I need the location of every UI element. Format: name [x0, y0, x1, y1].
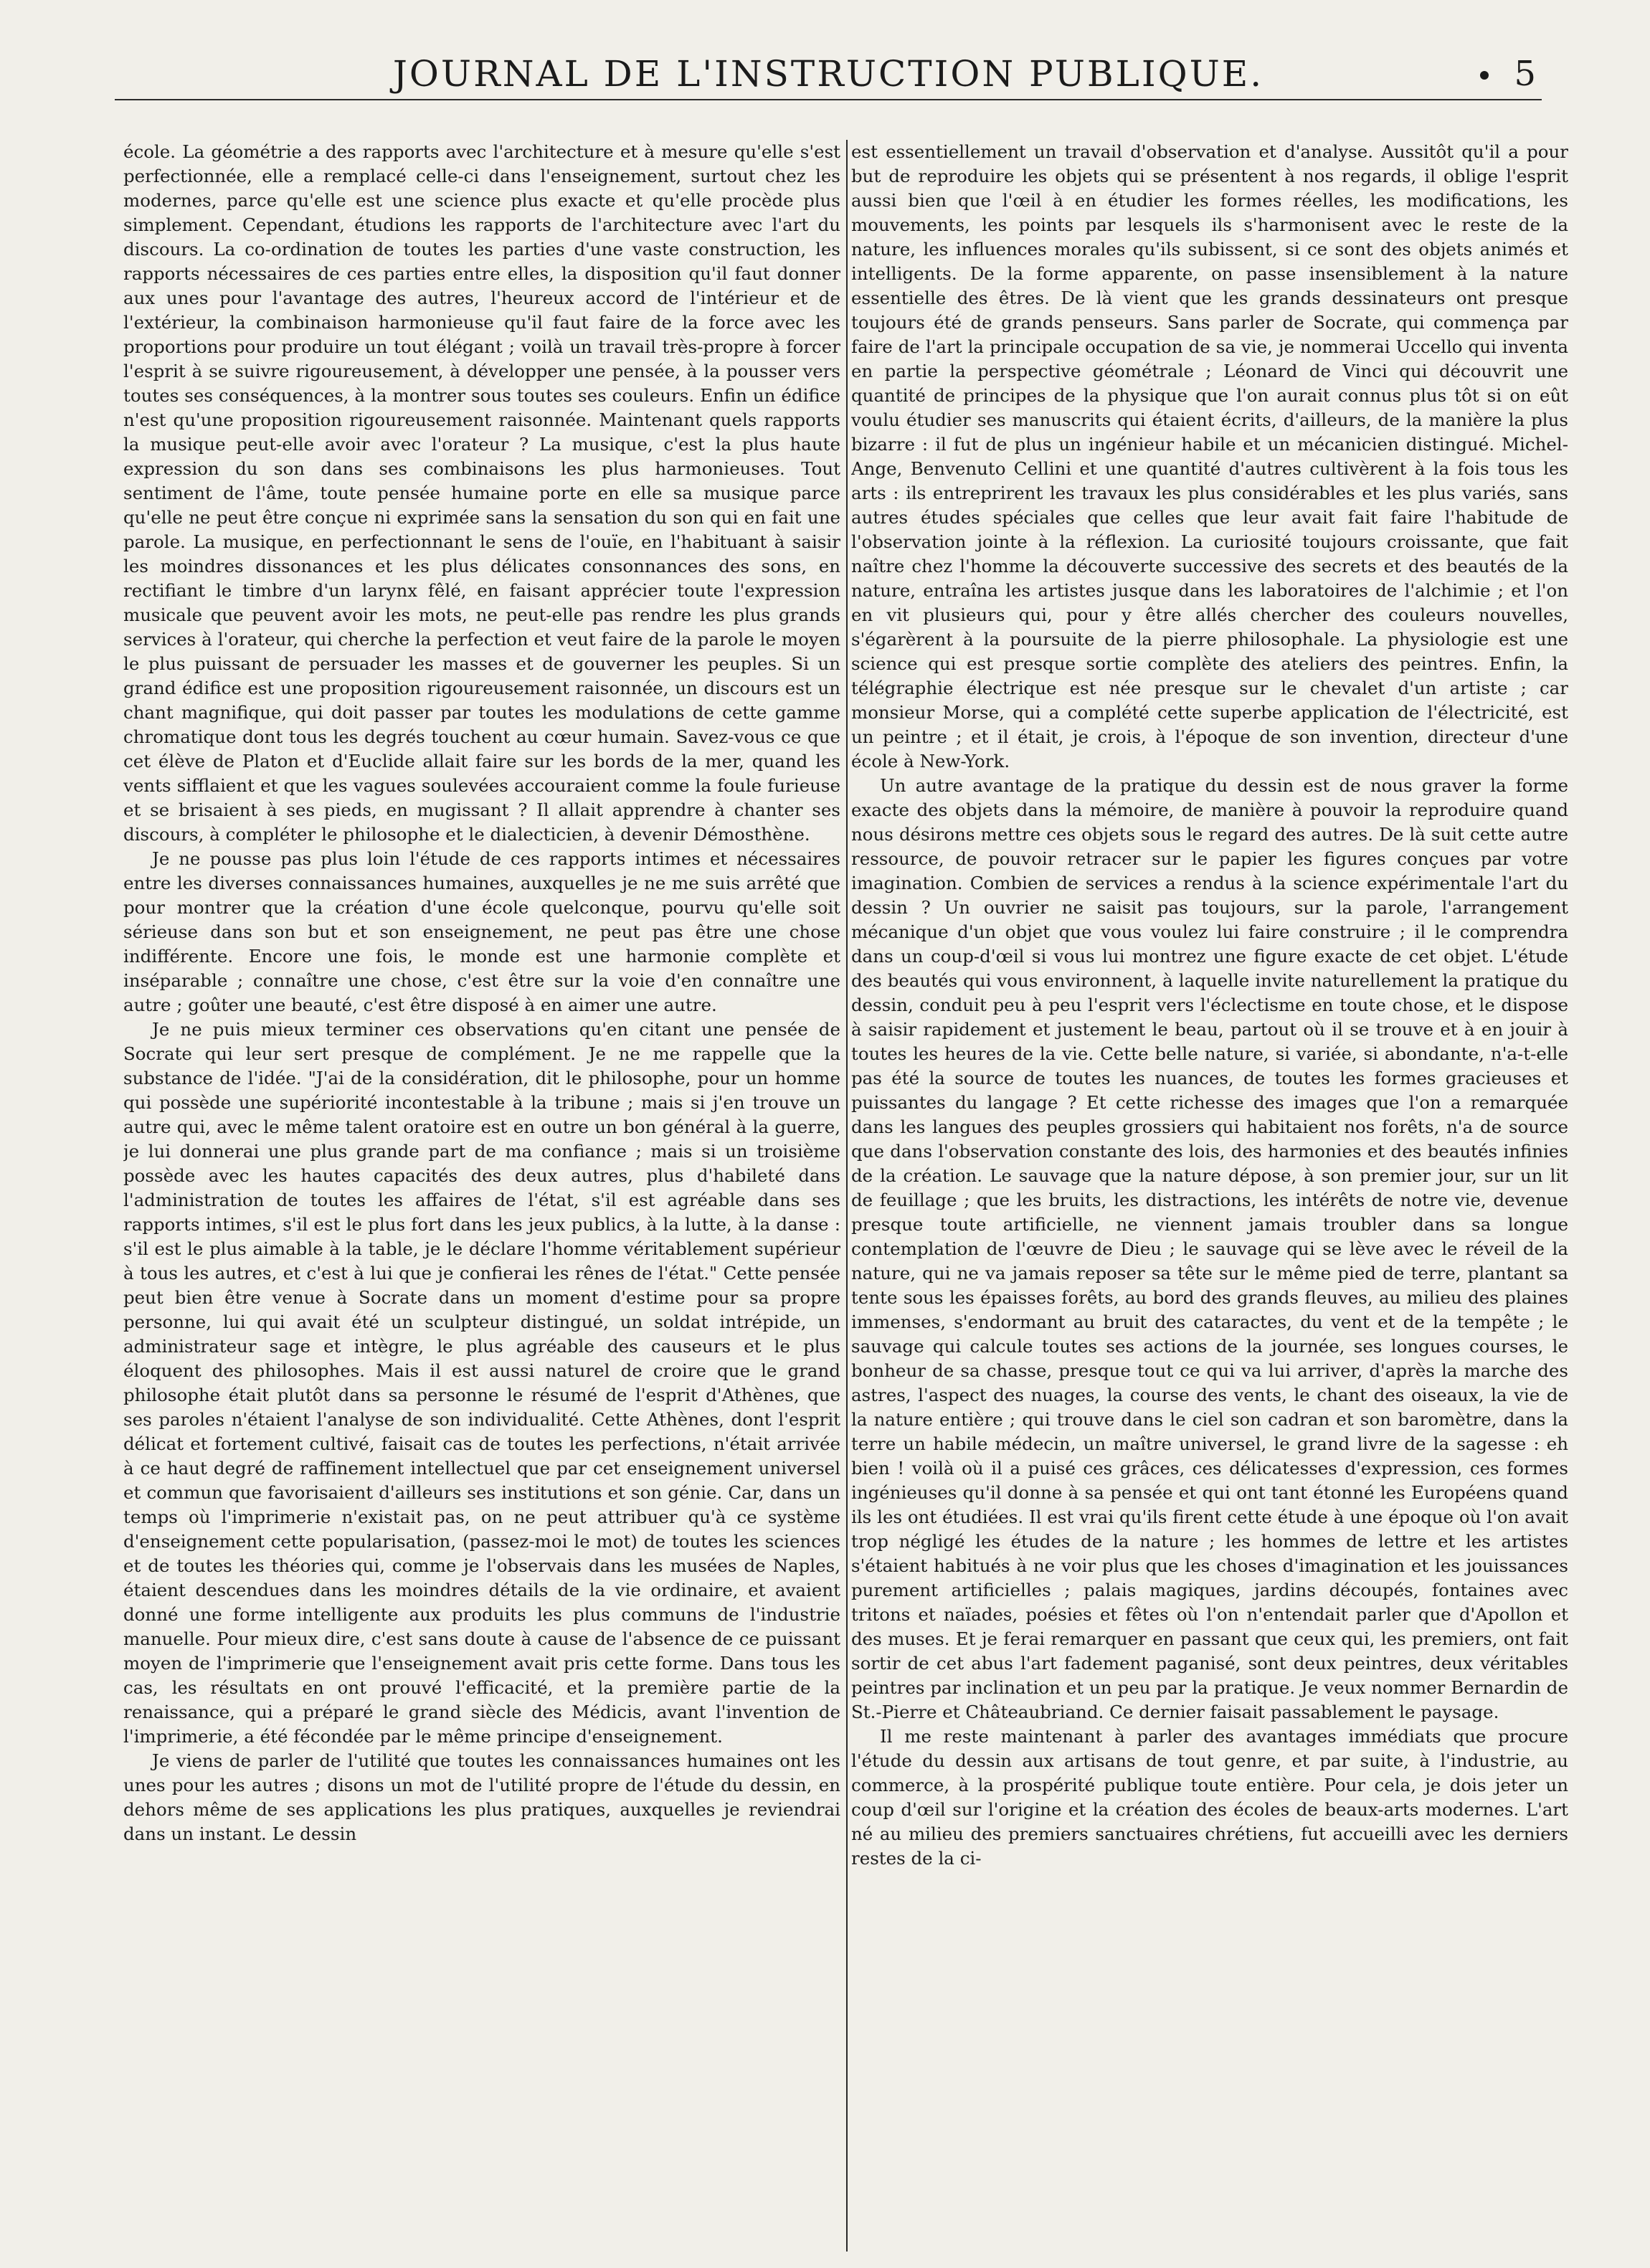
page-number: 5 [1514, 54, 1536, 94]
paragraph: Je viens de parler de l'utilité que toutes les connaissances humaines ont les unes pour les autres ; disons un mot de l'utilité propre de l'étude du dessin, en dehors même de ses applications les plus pratiques, auxquelles je reviendrai dans un instant. Le dessin [123, 1750, 840, 1844]
paragraph: Je ne pousse pas plus loin l'étude de ces rapports intimes et nécessaires entre les diverses connaissances humaines, auxquelles je ne me suis arrêté que pour montrer que la création d'une école quelconque, pourvu qu'elle soit sérieuse dans son but et son enseignement, ne peut pas être une chose indifférente. Encore une fois, le monde est une harmonie complète et inséparable ; connaître une chose, c'est être sur la voie d'en connaître une autre ; goûter une beauté, c'est être disposé à en aimer une autre. [123, 848, 840, 1015]
paragraph: Je ne puis mieux terminer ces observations qu'en citant une pensée de Socrate qui leur sert presque de complément. Je ne me rappelle que la substance de l'idée. "J'ai de la considération, dit le philosophe, pour un homme qui possède une supériorité incontestable à la tribune ; mais si j'en trouve un autre qui, avec le même talent oratoire est en outre un bon général à la guerre, je lui donnerai une plus grande part de ma confiance ; mais si un troisième possède avec les hautes capacités des deux autres, plus d'habileté dans l'administration de toutes les affaires de l'état, s'il est agréable dans ses rapports intimes, s'il est le plus fort dans les jeux publics, à la lutte, à la danse : s'il est le plus aimable à la table, je le déclare l'homme véritablement supérieur à tous les autres, et c'est à lui que je confierai les rênes de l'état." Cette pensée peut bien être venue à Socrate dans un moment d'estime pour sa propre personne, lui qui avait été un sculpteur distingué, un soldat intrépide, un administrateur sage et intègre, le plus agréable des causeurs et le plus éloquent des philosophes. Mais il est aussi naturel de croire que le grand philosophe était plutôt dans sa personne le résumé de l'esprit d'Athènes, que ses paroles n'étaient l'analyse de son individualité. Cette Athènes, dont l'esprit délicat et fortement cultivé, faisait cas de toutes les perfections, n'était arrivée à ce haut degré de raffinement intellectuel que par cet enseignement universel et commun que favorisaient d'ailleurs ses institutions et son génie. Car, dans un temps où l'imprimerie n'existait pas, on ne peut attribuer qu'à ce système d'enseignement cette popularisation, (passez-moi le mot) de toutes les sciences et de toutes les théories qui, comme je l'observais dans les musées de Naples, étaient descendues dans les moindres détails de la vie ordinaire, et avaient donné une forme intelligente aux produits les plus communs de l'industrie manuelle. Pour mieux dire, c'est sans doute à cause de l'absence de ce puissant moyen de l'imprimerie que l'enseignement avait pris cette forme. Dans tous les cas, les résultats en ont prouvé l'efficacité, et la première partie de la renaissance, qui a préparé le grand siècle des Médicis, avant l'invention de l'imprimerie, a été fécondée par le même principe d'enseignement. [123, 1019, 840, 1747]
paragraph: est essentiellement un travail d'observation et d'analyse. Aussitôt qu'il a pour but de reproduire les objets qui se présentent à nos regards, il oblige l'esprit aussi bien que l'œil à en étudier les formes réelles, les modifications, les mouvements, les points par lesquels ils s'harmonisent avec le reste de la nature, les influences morales qu'ils subissent, si ce sont des objets animés et intelligents. De la forme apparente, on passe insensiblement à la nature essentielle des êtres. De là vient que les grands dessinateurs ont presque toujours été de grands penseurs. Sans parler de Socrate, qui commença par faire de l'art la principale occupation de sa vie, je nommerai Uccello qui inventa en partie la perspective géométrale ; Léonard de Vinci qui découvrit une quantité de principes de la physique que l'on aurait connus plus tôt si on eût voulu étudier ses manuscrits qui étaient écrits, d'ailleurs, de la manière la plus bizarre : il fut de plus un ingénieur habile et un mécanicien distingué. Michel-Ange, Benvenuto Cellini et une quantité d'autres cultivèrent à la fois tous les arts : ils entreprirent les travaux les plus considérables et les plus variés, sans autres études spéciales que celles que leur avait fait faire l'habitude de l'observation jointe à la réflexion. La curiosité toujours croissante, que fait naître chez l'homme la découverte successive des secrets et des beautés de la nature, entraîna les artistes jusque dans les laboratoires de l'alchimie ; et l'on en vit plusieurs qui, pour y être allés chercher des couleurs nouvelles, s'égarèrent à la poursuite de la pierre philosophale. La physiologie est une science qui est presque sortie complète des ateliers des peintres. Enfin, la télégraphie électrique est née presque sur le chevalet d'un artiste ; car monsieur Morse, qui a complété cette superbe application de l'électricité, est un peintre ; et il était, je crois, à l'époque de son invention, directeur d'une école à New-York. [851, 141, 1568, 772]
paragraph: Un autre avantage de la pratique du dessin est de nous graver la forme exacte des objets dans la mémoire, de manière à pouvoir la reproduire quand nous désirons mettre ces objets sous le regard des autres. De là suit cette autre ressource, de pouvoir retracer sur le papier les figures conçues par votre imagination. Combien de services a rendus à la science expérimentale l'art du dessin ? Un ouvrier ne saisit pas toujours, sur la parole, l'arrangement mécanique d'un objet que vous voulez lui faire construire ; il le comprendra dans un coup-d'œil si vous lui montrez une figure exacte de cet objet. L'étude des beautés qui vous environnent, à laquelle invite naturellement la pratique du dessin, conduit peu à peu l'esprit vers l'éclectisme en toute chose, et le dispose à saisir rapidement et justement le beau, partout où il se trouve et à en jouir à toutes les heures de la vie. Cette belle nature, si variée, si abondante, n'a-t-elle pas été la source de toutes les nuances, de toutes les formes gracieuses et puissantes du langage ? Et cette richesse des images que l'on a remarquée dans les langues des peuples grossiers qui habitaient nos forêts, n'a de source que dans l'observation constante des lois, des harmonies et des beautés infinies de la création. Le sauvage que la nature dépose, à son premier jour, sur un lit de feuillage ; que les bruits, les distractions, les intérêts de notre vie, devenue presque toute artificielle, ne viennent jamais troubler dans sa longue contemplation de l'œuvre de Dieu ; le sauvage qui se lève avec le réveil de la nature, qui ne va jamais reposer sa tête sur le même pied de terre, plantant sa tente sous les épaisses forêts, au bord des grands fleuves, au milieu des plaines immenses, s'endormant au bruit des cataractes, du vent et de la tempête ; le sauvage qui calcule toutes ses actions de la journée, ses longues courses, le bonheur de sa chasse, presque tout ce qui va lui arriver, d'après la marche des astres, l'aspect des nuages, la course des vents, le chant des oiseaux, la vie de la nature entière ; qui trouve dans le ciel son cadran et son baromètre, dans la terre un habile médecin, un maître universel, le grand livre de la sagesse : eh bien ! voilà où il a puisé ces grâces, ces délicatesses d'expression, ces formes ingénieuses qu'il donne à sa pensée et qui ont tant étonné les Européens quand ils les ont étudiées. Il est vrai qu'ils firent cette étude à une époque où l'on avait trop négligé les études de la nature ; les hommes de lettre et les artistes s'étaient habitués à ne voir plus que les choses d'imagination et les jouissances purement artificielles ; palais magiques, jardins découpés, fontaines avec tritons et naïades, poésies et fêtes où l'on n'entendait parler que d'Apollon et des muses. Et je ferai remarquer en passant que ceux qui, les premiers, ont fait sortir de cet abus l'art fadement paganisé, sont deux peintres, deux véritables peintres par inclination et un peu par la pratique. Je veux nommer Bernardin de St.-Pierre et Châteaubriand. Ce dernier faisait passablement le paysage. [851, 775, 1568, 1722]
journal-title: JOURNAL DE L'INSTRUCTION PUBLIQUE. [392, 53, 1264, 95]
masthead [115, 49, 1542, 100]
bullet-icon [1480, 71, 1489, 80]
paragraph: Il me reste maintenant à parler des avantages immédiats que procure l'étude du dessin aux artisans de tout genre, et par suite, à l'industrie, au commerce, à la prospérité publique toute entière. Pour cela, je dois jeter un coup d'œil sur l'origine et la création des écoles de beaux-arts modernes. L'art né au milieu des premiers sanctuaires chrétiens, fut accueilli avec les derniers restes de la ci- [851, 1726, 1568, 1869]
left-column [123, 140, 840, 2252]
paragraph: école. La géométrie a des rapports avec l'architecture et à mesure qu'elle s'est perfectionnée, elle a remplacé celle-ci dans l'enseignement, surtout chez les modernes, parce qu'elle est une science plus exacte et qu'elle procède plus simplement. Cependant, étudions les rapports de l'architecture avec l'art du discours. La co-ordination de toutes les parties d'une vaste construction, les rapports nécessaires de ces parties entre elles, la disposition qu'il faut donner aux unes pour l'avantage des autres, l'heureux accord de l'intérieur et de l'extérieur, la combinaison harmonieuse qu'il faut faire de la force avec les proportions pour produire un tout élégant ; voilà un travail très-propre à forcer l'esprit à se suivre rigoureusement, à développer une pensée, à la pousser vers toutes ses conséquences, à la montrer sous toutes ses couleurs. Enfin un édifice n'est qu'une proposition rigoureusement raisonnée. Maintenant quels rapports la musique peut-elle avoir avec l'orateur ? La musique, c'est la plus haute expression du son dans ses combinaisons les plus harmonieuses. Tout sentiment de l'âme, toute pensée humaine porte en elle sa musique parce qu'elle ne peut être conçue ni exprimée sans la sensation du son qui en fait une parole. La musique, en perfectionnant le sens de l'ouïe, en l'habituant à saisir les moindres dissonances et les plus délicates consonnances des sons, en rectifiant le timbre d'un larynx fêlé, en faisant apprécier toute l'expression musicale que peuvent avoir les mots, ne peut-elle pas rendre les plus grands services à l'orateur, qui cherche la perfection et veut faire de la parole le moyen le plus puissant de persuader les masses et de gouverner les peuples. Si un grand édifice est une proposition rigoureusement raisonnée, un discours est un chant magnifique, qui doit passer par toutes les modulations de cette gamme chromatique dont tous les degrés touchent au cœur humain. Savez-vous ce que cet élève de Platon et d'Euclide allait faire sur les bords de la mer, quand les vents sifflaient et que les vagues soulevées accouraient comme la foule furieuse et se brisaient à ses pieds, en mugissant ? Il allait apprendre à chanter ses discours, à compléter le philosophe et le dialecticien, à devenir Démosthène. [123, 141, 840, 845]
column-divider [846, 140, 848, 2252]
right-column [851, 140, 1568, 2252]
